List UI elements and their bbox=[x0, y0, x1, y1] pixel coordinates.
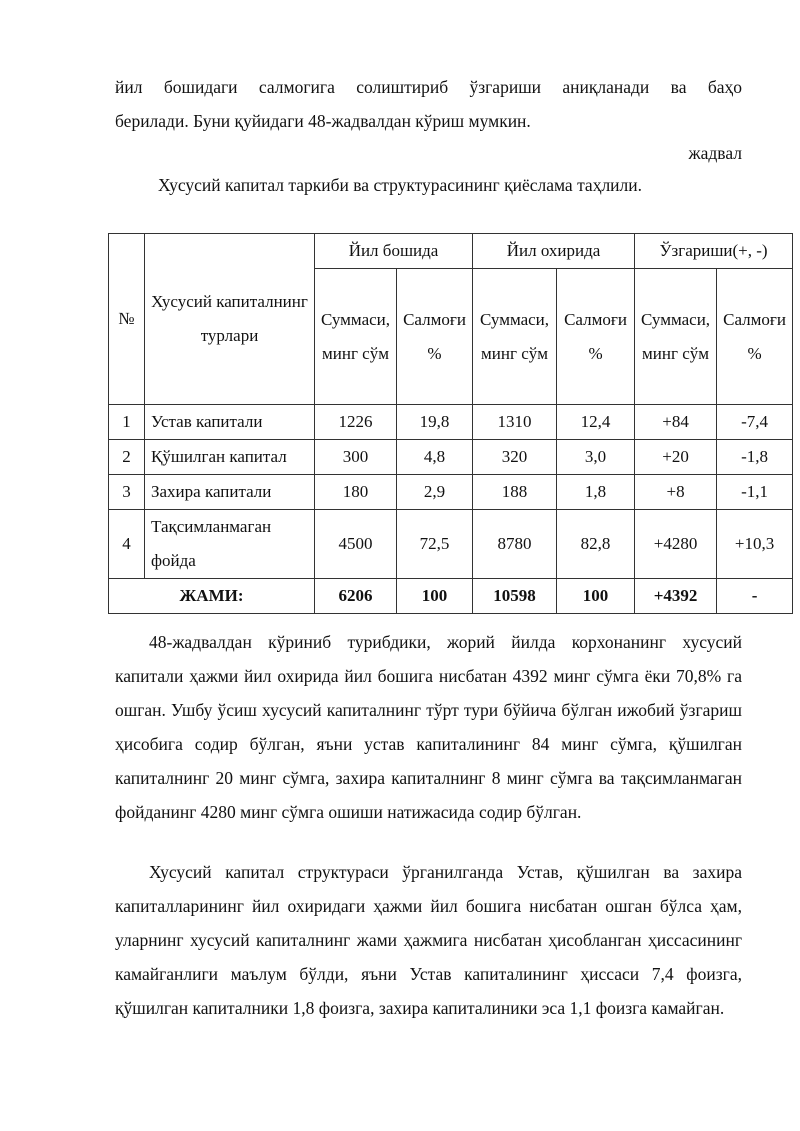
cell-sum-start: 4500 bbox=[315, 510, 397, 579]
header-sum-start: Суммаси, минг сўм bbox=[315, 269, 397, 405]
total-sum-start: 6206 bbox=[315, 579, 397, 614]
header-sum-change: Суммаси, минг сўм bbox=[635, 269, 717, 405]
cell-sum-change: +20 bbox=[635, 440, 717, 475]
analysis-paragraph-2: Хусусий капитал структураси ўрганилганда Устав, қўшилган ва захира капиталларининг йил охиридаги ҳажми йил бошига нисбатан ошган бўлса ҳам, уларнинг хусусий капиталнинг жами ҳажмига нисбатан ҳисобланган ҳиссасининг камайганлиги маълум бўлди, яъни Устав капиталининг ҳиссаси 7,4 фоизга, қўшилган капиталники 1,8 фоизга, захира капиталиники эса 1,1 фоизга камайган. bbox=[115, 862, 742, 1018]
cell-share-end: 82,8 bbox=[557, 510, 635, 579]
cell-share-change: -7,4 bbox=[717, 405, 793, 440]
cell-share-change: -1,1 bbox=[717, 475, 793, 510]
row-number: 4 bbox=[109, 510, 145, 579]
header-capital-type: Хусусий капиталнинг турлари bbox=[145, 234, 315, 405]
row-name: Тақсимланмаган фойда bbox=[145, 510, 315, 579]
cell-share-end: 12,4 bbox=[557, 405, 635, 440]
cell-sum-change: +8 bbox=[635, 475, 717, 510]
total-label: ЖАМИ: bbox=[109, 579, 315, 614]
table-row bbox=[109, 405, 793, 440]
table-row bbox=[109, 475, 793, 510]
header-year-start: Йил бошида bbox=[315, 234, 473, 269]
cell-sum-start: 180 bbox=[315, 475, 397, 510]
header-share-start: Салмоғи % bbox=[397, 269, 473, 405]
total-share-change: - bbox=[717, 579, 793, 614]
row-name: Қўшилган капитал bbox=[145, 440, 315, 475]
table-row bbox=[109, 440, 793, 475]
cell-sum-end: 8780 bbox=[473, 510, 557, 579]
cell-sum-end: 188 bbox=[473, 475, 557, 510]
row-number: 2 bbox=[109, 440, 145, 475]
cell-share-start: 4,8 bbox=[397, 440, 473, 475]
header-change: Ўзгариши(+, -) bbox=[635, 234, 793, 269]
total-share-end: 100 bbox=[557, 579, 635, 614]
cell-sum-start: 300 bbox=[315, 440, 397, 475]
total-row bbox=[109, 579, 793, 614]
cell-sum-start: 1226 bbox=[315, 405, 397, 440]
cell-share-change: +10,3 bbox=[717, 510, 793, 579]
total-share-start: 100 bbox=[397, 579, 473, 614]
cell-share-end: 3,0 bbox=[557, 440, 635, 475]
cell-share-end: 1,8 bbox=[557, 475, 635, 510]
intro-line-2: берилади. Буни қуйидаги 48-жадвалдан кўриш мумкин. bbox=[115, 111, 531, 131]
header-sum-end: Суммаси, минг сўм bbox=[473, 269, 557, 405]
cell-share-change: -1,8 bbox=[717, 440, 793, 475]
cell-sum-end: 1310 bbox=[473, 405, 557, 440]
table-title: Хусусий капитал таркиби ва структурасининг қиёслама таҳлили. bbox=[157, 175, 643, 195]
intro-line-1: йил бошидаги салмогига солиштириб ўзгариши аниқланади ва баҳо bbox=[115, 77, 742, 97]
header-year-end: Йил охирида bbox=[473, 234, 635, 269]
row-name: Захира капитали bbox=[145, 475, 315, 510]
header-row-1 bbox=[109, 234, 793, 269]
header-share-change: Салмоғи % bbox=[717, 269, 793, 405]
table-label: жадвал bbox=[688, 143, 742, 163]
header-share-end: Салмоғи % bbox=[557, 269, 635, 405]
row-number: 3 bbox=[109, 475, 145, 510]
table-row bbox=[109, 510, 793, 579]
total-sum-end: 10598 bbox=[473, 579, 557, 614]
row-name: Устав капитали bbox=[145, 405, 315, 440]
row-number: 1 bbox=[109, 405, 145, 440]
cell-sum-change: +4280 bbox=[635, 510, 717, 579]
cell-sum-change: +84 bbox=[635, 405, 717, 440]
cell-share-start: 2,9 bbox=[397, 475, 473, 510]
cell-sum-end: 320 bbox=[473, 440, 557, 475]
total-sum-change: +4392 bbox=[635, 579, 717, 614]
capital-structure-table bbox=[108, 233, 793, 614]
header-number: № bbox=[109, 234, 145, 405]
cell-share-start: 72,5 bbox=[397, 510, 473, 579]
cell-share-start: 19,8 bbox=[397, 405, 473, 440]
analysis-paragraph-1: 48-жадвалдан кўриниб турибдики, жорий йилда корхонанинг хусусий капитали ҳажми йил охирида йил бошига нисбатан 4392 минг сўмга ёки 70,8% га ошган. Ушбу ўсиш хусусий капиталнинг тўрт тури бўйича бўлган ижобий ўзгариш ҳисобига содир бўлган, яъни устав капиталининг 84 минг сўмга, қўшилган капиталнинг 20 минг сўмга, захира капиталнинг 8 минг сўмга ва тақсимланмаган фойданинг 4280 минг сўмга ошиши натижасида содир бўлган. bbox=[115, 632, 742, 822]
